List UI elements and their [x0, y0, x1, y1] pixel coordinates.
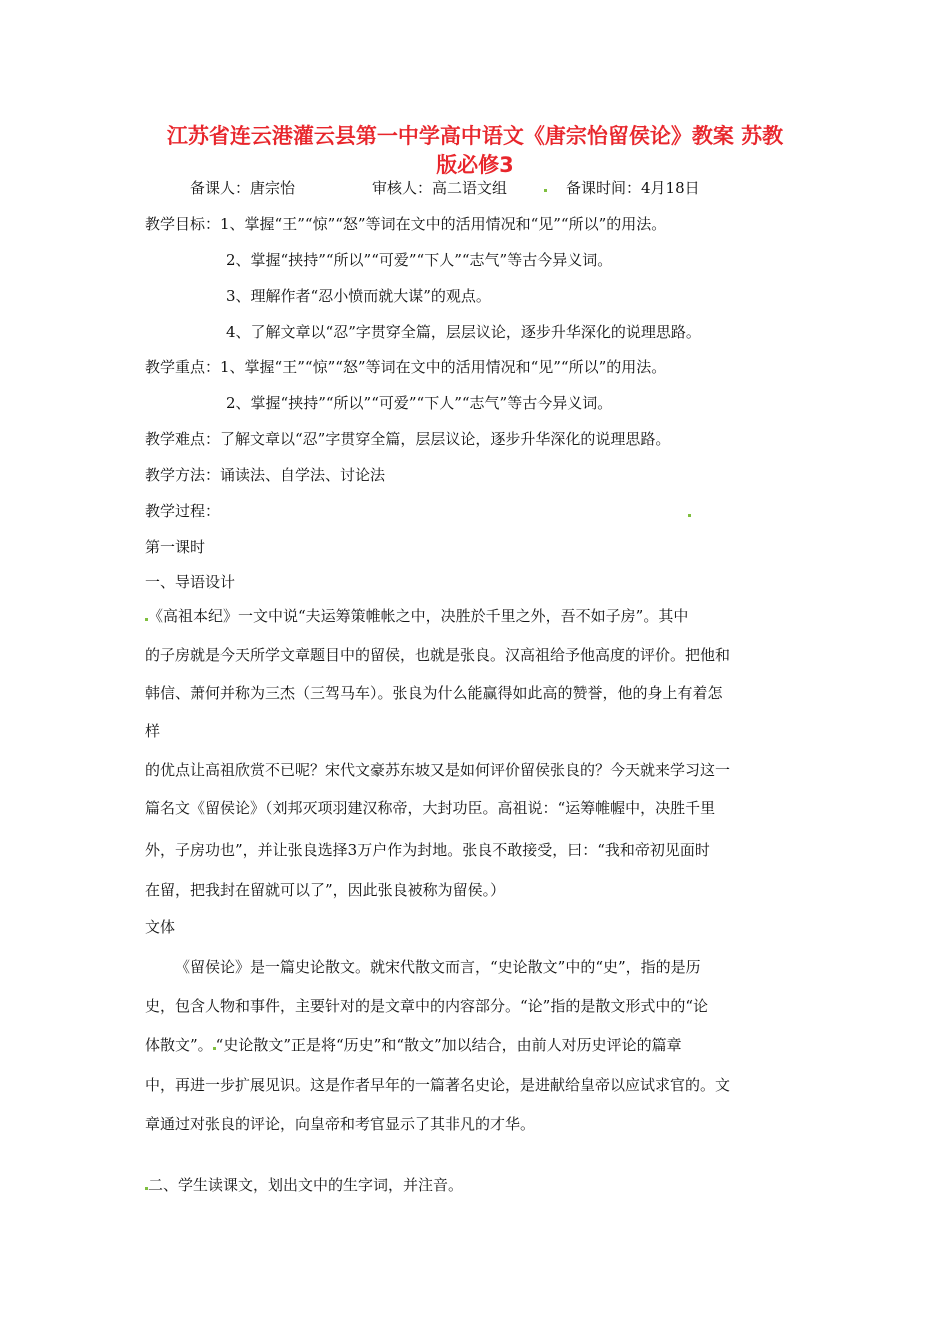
genre-line-1: 《留侯论》是一篇史论散文。就宋代散文而言，“史论散文”中的“史”，指的是历 — [175, 958, 701, 976]
intro-line-2: 的子房就是今天所学文章题目中的留侯，也就是张良。汉高祖给予他高度的评价。把他和 — [145, 646, 731, 664]
genre-line-4: 中，再进一步扩展见识。这是作者早年的一篇著名史论，是进献给皇帝以应试求官的。文 — [145, 1076, 731, 1094]
header-date: 备课时间：4月18日 — [566, 179, 700, 197]
document-title-line1: 江苏省连云港灌云县第一中学高中语文《唐宗怡留侯论》教案 苏教 — [166, 124, 784, 148]
keypoint-item-1: 1、掌握“王”“惊”“怒”等词在文中的活用情况和“见”“所以”的用法。 — [220, 358, 667, 376]
genre-line-5: 章通过对张良的评论，向皇帝和考官显示了其非凡的才华。 — [145, 1115, 536, 1133]
teaching-process: 教学过程： — [145, 502, 221, 520]
header-preparer: 备课人：唐宗怡 — [190, 179, 296, 197]
teaching-methods: 教学方法：诵读法、自学法、讨论法 — [145, 466, 386, 484]
section-heading-2: 二、学生读课文，划出文中的生字词，并注音。 — [145, 1175, 463, 1195]
intro-line-8: 在留，把我封在留就可以了”，因此张良被称为留侯。） — [145, 881, 506, 899]
goal-item-4: 4、了解文章以“忍”字贯穿全篇，层层议论，逐步升华深化的说理思路。 — [226, 323, 701, 341]
marker-dot — [688, 514, 691, 517]
goal-item-2: 2、掌握“挟持”“所以”“可爱”“下人”“志气”等古今异义词。 — [226, 251, 613, 269]
keypoint-item-2: 2、掌握“挟持”“所以”“可爱”“下人”“志气”等古今异义词。 — [226, 394, 613, 412]
header-reviewer: 审核人：高二语文组 — [372, 179, 508, 197]
goal-item-3: 3、理解作者“忍小愤而就大谋”的观点。 — [226, 287, 491, 305]
keypoints-row-1 — [145, 357, 666, 377]
goals-row-1 — [145, 214, 666, 234]
intro-line-1: 《高祖本纪》一文中说“夫运筹策帷帐之中，决胜於千里之外，吾不如子房”。其中 — [145, 606, 688, 626]
goal-item-1: 1、掌握“王”“惊”“怒”等词在文中的活用情况和“见”“所以”的用法。 — [220, 215, 667, 233]
intro-line-6: 篇名文《留侯论》（刘邦灭项羽建汉称帝，大封功臣。高祖说：“运筹帷幄中，决胜千里 — [145, 799, 716, 817]
intro-line-3: 韩信、萧何并称为三杰（三驾马车）。张良为什么能赢得如此高的赞誉，他的身上有着怎 — [145, 684, 723, 702]
keypoints-label: 教学重点： — [145, 358, 221, 376]
intro-line-5: 的优点让高祖欣赏不已呢？宋代文豪苏东坡又是如何评价留侯张良的？今天就来学习这一 — [145, 761, 731, 779]
teaching-difficulty: 教学难点：了解文章以“忍”字贯穿全篇，层层议论，逐步升华深化的说理思路。 — [145, 430, 671, 448]
lesson-heading: 第一课时 — [145, 538, 206, 556]
intro-line-7: 外，子房功也”，并让张良选择3万户作为封地。张良不敢接受，曰：“我和帝初见面时 — [145, 841, 710, 859]
genre-line-3: 体散文”。 “史论散文”正是将“历史”和“散文”加以结合，由前人对历史评论的篇章 — [145, 1036, 682, 1054]
document-title-line2: 版必修3 — [436, 153, 514, 177]
intro-line-4: 样 — [145, 722, 161, 740]
genre-heading: 文体 — [145, 918, 176, 936]
goals-label: 教学目标： — [145, 215, 221, 233]
genre-line-2: 史，包含人物和事件，主要针对的是文章中的内容部分。“论”指的是散文形式中的“论 — [145, 997, 709, 1015]
marker-dot — [544, 189, 547, 192]
section-heading-1: 一、导语设计 — [145, 573, 236, 591]
